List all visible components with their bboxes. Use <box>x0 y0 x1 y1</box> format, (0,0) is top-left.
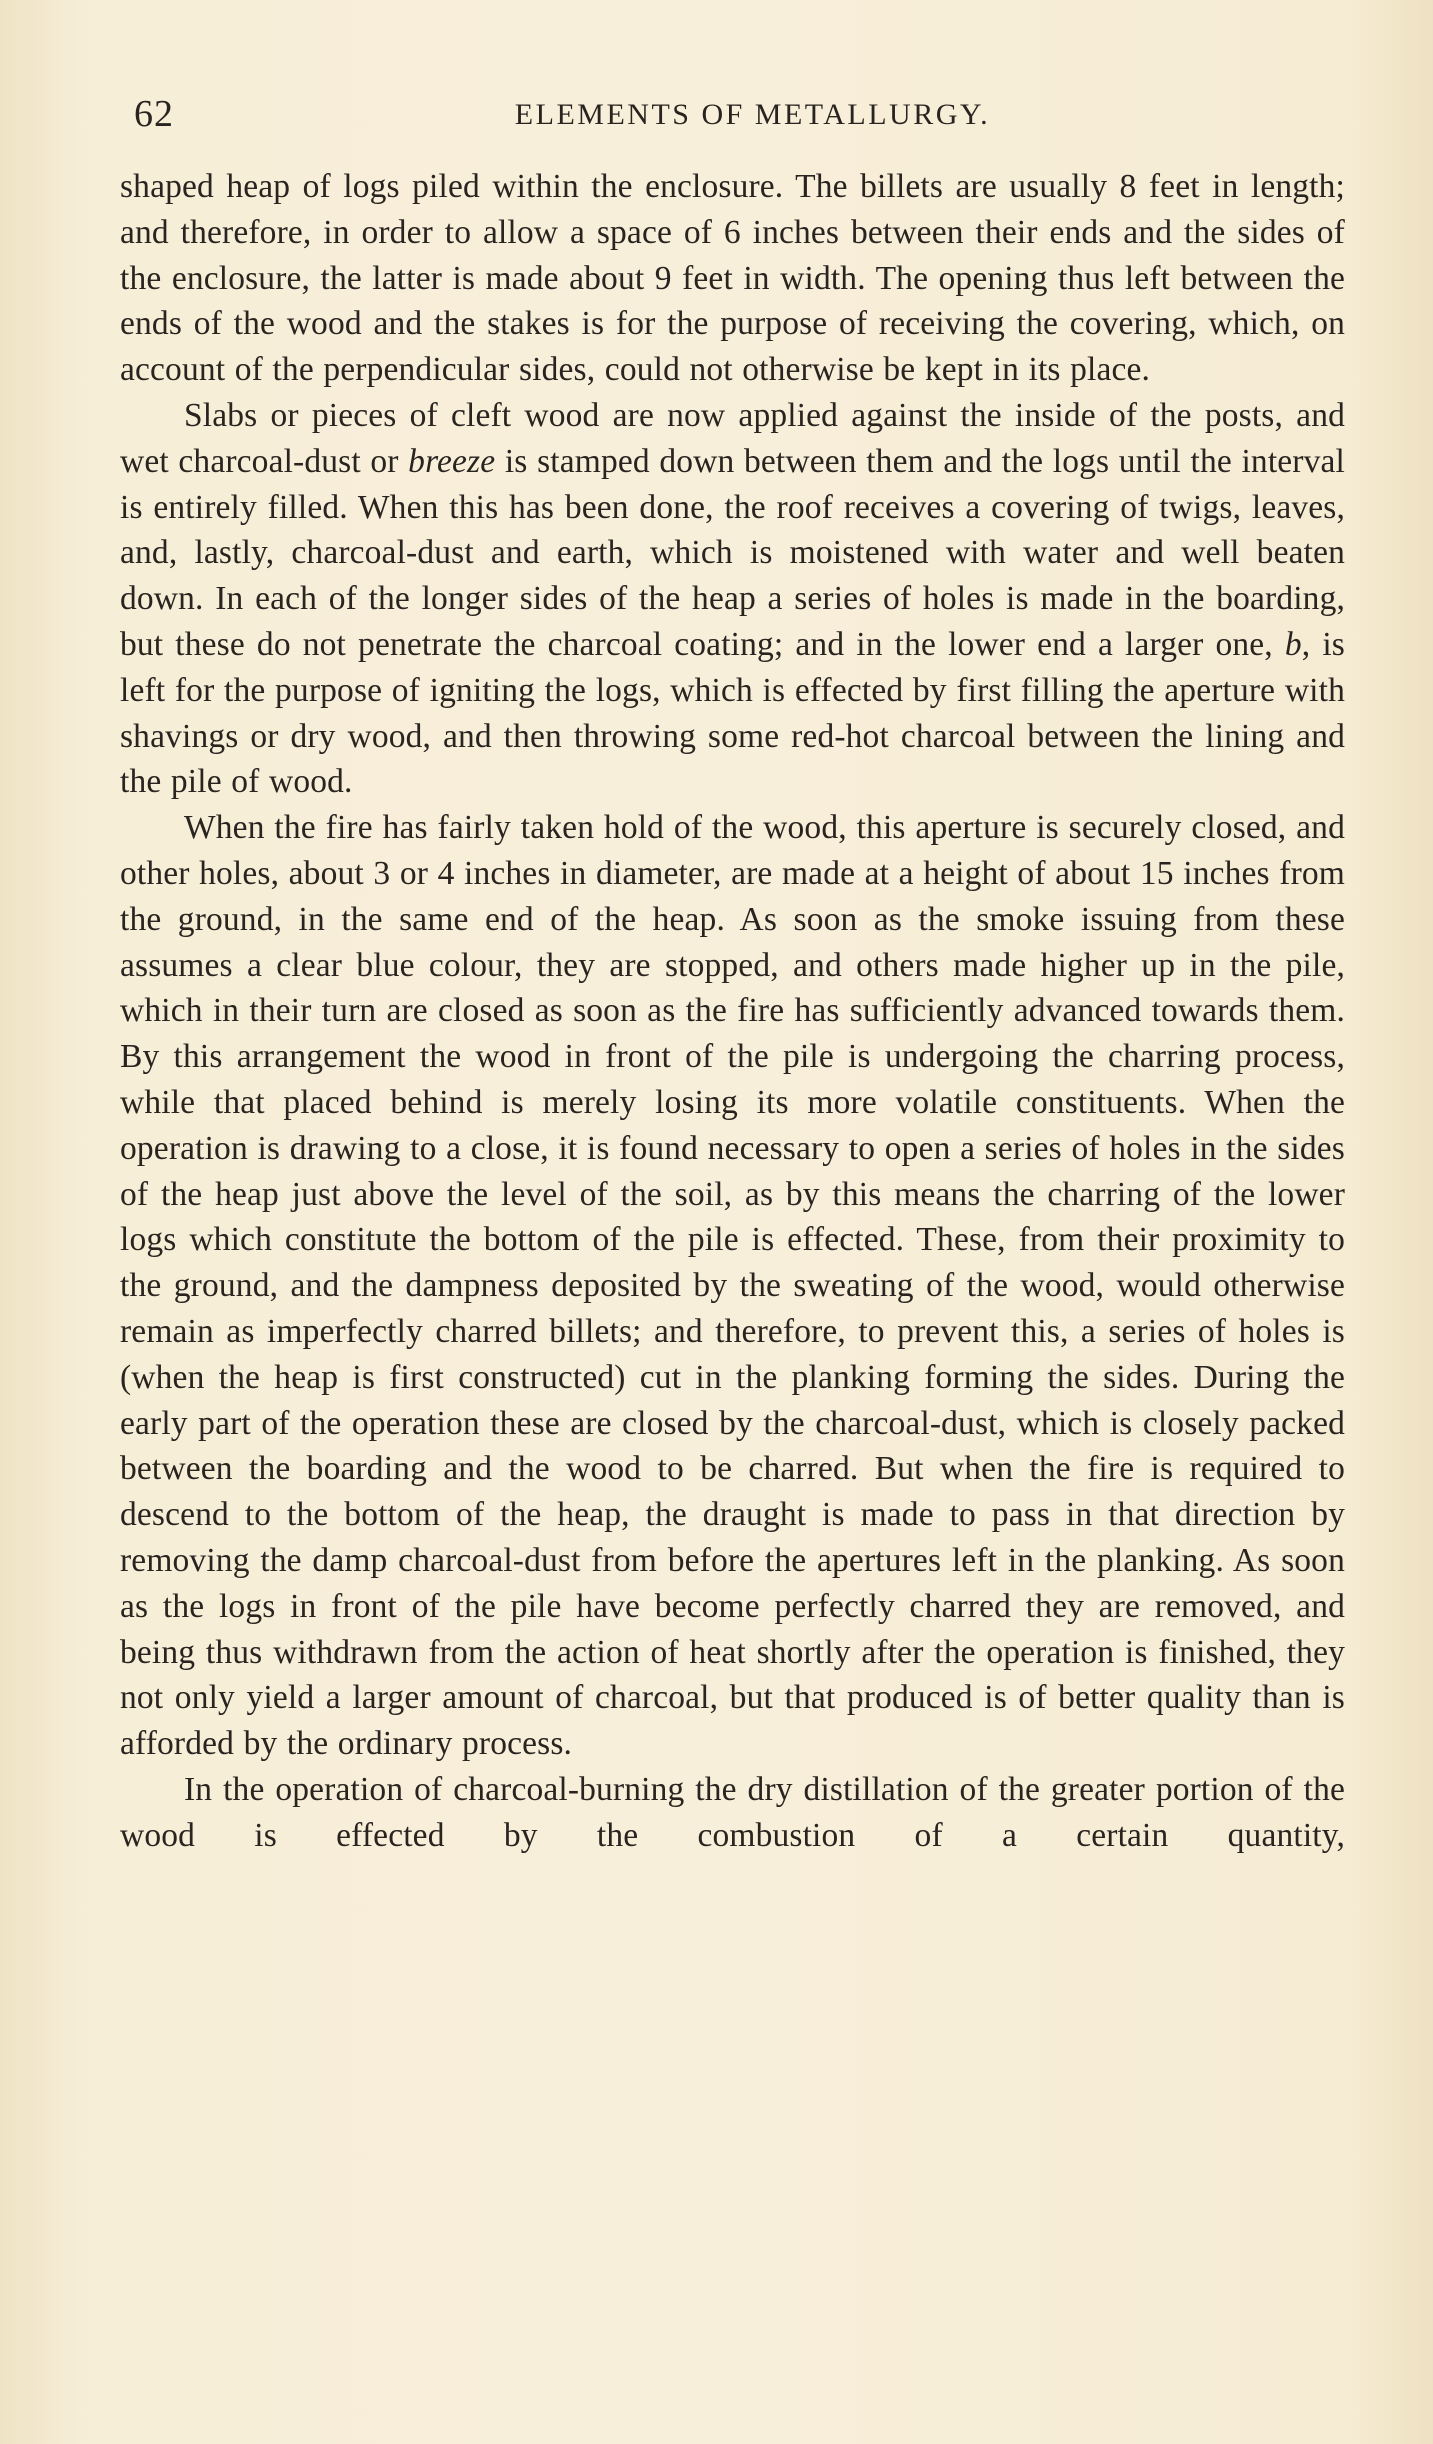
page-number: 62 <box>134 93 174 135</box>
paragraph-text: is stamped down between them and the logs until the interval is entirely filled. When this has been done, the roof receives a covering of twigs, leaves, and, lastly, charcoal-dust and earth, which is moistened with water and well beaten down. In each of the longer sides of the heap a series of holes is made in the boarding, but these do not penetrate the charcoal coating; and in the lower end a larger one, <box>120 442 1345 663</box>
paragraph-text: Slabs or pieces of cleft wood are now applied against the inside of the posts, and wet charcoal-dust or <box>120 396 1345 480</box>
paragraph <box>120 164 1345 393</box>
paragraph <box>120 393 1345 805</box>
paragraph-text: In the operation of charcoal-burning the dry distillation of the greater portion of the wood is effected by the combustion of a certain quantity, <box>120 1770 1345 1854</box>
paragraph <box>120 1767 1345 1859</box>
paragraph-text: shaped heap of logs piled within the enclosure. The billets are usually 8 feet in length; and therefore, in order to allow a space of 6 inches between their ends and the sides of the enclosure, the latter is made about 9 feet in width. The opening thus left between the ends of the wood and the stakes is for the purpose of receiving the covering, which, on account of the perpendicular sides, could not otherwise be kept in its place. <box>120 168 1345 389</box>
running-head: ELEMENTS OF METALLURGY. <box>514 98 991 131</box>
paragraph <box>120 805 1345 1767</box>
page-header <box>120 92 1345 142</box>
paragraph-text: When the fire has fairly taken hold of the wood, this aperture is securely closed, and other holes, about 3 or 4 inches in diameter, are made at a height of about 15 inches from the ground, in the same end of the heap. As soon as the smoke issuing from these assumes a clear blue colour, they are stopped, and others made higher up in the pile, which in their turn are closed as soon as the fire has sufficiently advanced towards them. By this arrangement the wood in front of the pile is undergoing the charring process, while that placed behind is merely losing its more volatile constituents. When the operation is drawing to a close, it is found necessary to open a series of holes in the sides of the heap just above the level of the soil, as by this means the charring of the lower logs which constitute the bottom of the pile is effected. These, from their proximity to the ground, and the dampness deposited by the sweating of the wood, would otherwise remain as imperfectly charred billets; and therefore, to prevent this, a series of holes is (when the heap is first constructed) cut in the planking forming the sides. During the early part of the operation these are closed by the charcoal-dust, which is closely packed between the boarding and the wood to be charred. But when the fire is required to descend to the bottom of the heap, the draught is made to pass in that direction by removing the damp charcoal-dust from before the apertures left in the planking. As soon as the logs in front of the pile have become perfectly charred they are removed, and being thus withdrawn from the action of heat shortly after the operation is finished, they not only yield a larger amount of charcoal, but that produced is of better quality than is afforded by the ordinary process. <box>120 809 1345 1763</box>
italic-term: b <box>1284 625 1302 663</box>
body-text <box>120 164 1345 1858</box>
italic-term: breeze <box>408 442 496 480</box>
paragraph-text: , is left for the purpose of igniting the logs, which is effected by first filling the aperture with shavings or dry wood, and then throwing some red-hot charcoal between the lining and the pile of wood. <box>120 625 1345 801</box>
